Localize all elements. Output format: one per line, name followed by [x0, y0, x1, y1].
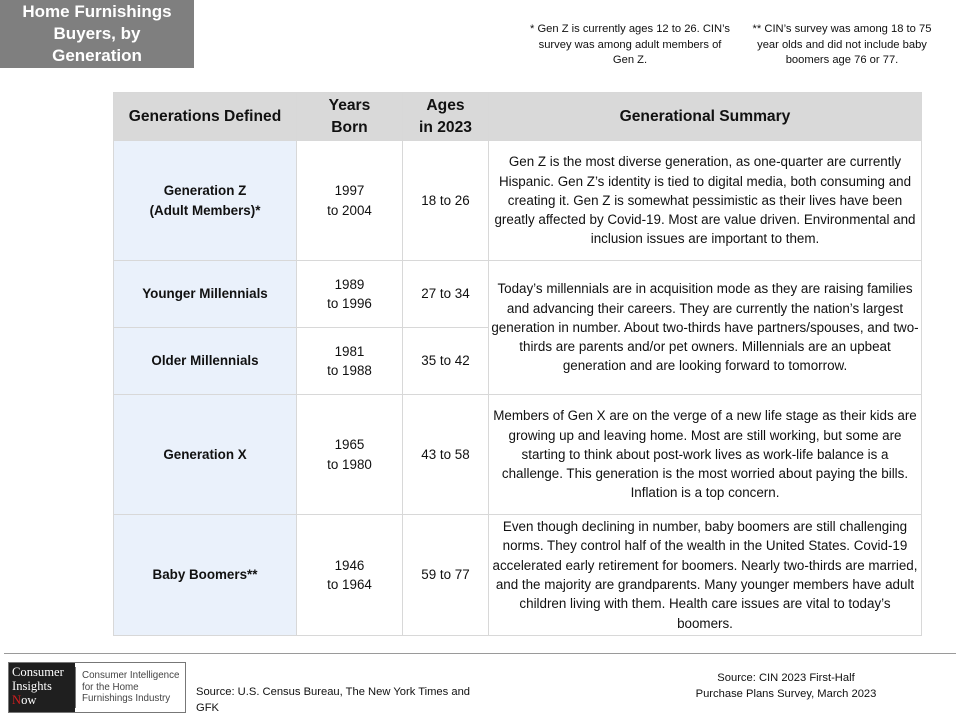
header-generations: Generations Defined: [114, 93, 297, 141]
logo-tagline: Consumer Intelligence for the Home Furnishings Industry: [75, 667, 185, 708]
generational-summary: Today’s millennials are in acquisition mode as they are raising families and advancing their careers. They are currently the nation’s largest generation in number. About two-thirds have partners/spouses, and two-thirds are parents and/or pet owners. Millennials are an upbeat generation and are looking forward to tomorrow.: [489, 261, 922, 395]
ages-2023: 18 to 26: [403, 141, 489, 261]
source-right: Source: CIN 2023 First-Half Purchase Plans Survey, March 2023: [695, 672, 877, 700]
title-line-3: Generation: [52, 46, 142, 65]
logo-wordmark: Consumer Insights Now: [9, 663, 75, 712]
header-ages: Ages in 2023: [403, 93, 489, 141]
ages-2023: 27 to 34: [403, 261, 489, 328]
generation-name: Younger Millennials: [114, 261, 297, 328]
table-row: [114, 261, 922, 328]
title-line-2: Buyers, by: [53, 24, 141, 43]
ages-2023: 59 to 77: [403, 515, 489, 636]
generation-name: Baby Boomers**: [114, 515, 297, 636]
table-row: [114, 515, 922, 636]
genz-footnote: * Gen Z is currently ages 12 to 26. CIN’s survey was among adult members of Gen Z.: [529, 23, 730, 66]
ages-2023: 35 to 42: [403, 328, 489, 395]
generational-summary: Even though declining in number, baby boomers are still challenging norms. They control half of the wealth in the United States. Covid-19 accelerated early retirement for boomers. Nearly two-thirds are married, and the majority are grandparents. Many younger members have adult children living with them. Health care issues are vital to today’s boomers.: [489, 515, 922, 636]
years-born: 1981 to 1988: [297, 328, 403, 395]
years-born: 1965 to 1980: [297, 395, 403, 515]
title-line-1: Home Furnishings: [22, 2, 172, 21]
header-summary: Generational Summary: [489, 93, 922, 141]
years-born: 1989 to 1996: [297, 261, 403, 328]
source-left: Source: U.S. Census Bureau, The New York Times and GFK: [196, 686, 471, 714]
header-years-born: Years Born: [297, 93, 403, 141]
table-header-row: [114, 93, 922, 141]
ages-2023: 43 to 58: [403, 395, 489, 515]
generations-table: [113, 92, 922, 636]
generation-name: Generation X: [114, 395, 297, 515]
generation-name: Generation Z (Adult Members)*: [114, 141, 297, 261]
footer-divider: [4, 653, 956, 654]
table-row: [114, 395, 922, 515]
generational-summary: Members of Gen X are on the verge of a new life stage as their kids are growing up and leaving home. Most are still working, but some are starting to think about post-work lives as work-life balance is a challenge. This generation is the most worried about paying the bills. Inflation is a top concern.: [489, 395, 922, 515]
years-born: 1946 to 1964: [297, 515, 403, 636]
page-title: [0, 0, 194, 68]
boomers-footnote: ** CIN’s survey was among 18 to 75 year olds and did not include baby boomers age 76 or 77.: [752, 23, 932, 66]
generational-summary: Gen Z is the most diverse generation, as one-quarter are currently Hispanic. Gen Z’s identity is tied to digital media, both consuming and creating it. Gen Z is somewhat pessimistic as their lives have been greatly affected by Covid-19. Most are value driven. Environmental and inclusion issues are important to them.: [489, 141, 922, 261]
years-born: 1997 to 2004: [297, 141, 403, 261]
table-row: [114, 141, 922, 261]
cin-logo: [8, 662, 186, 713]
generation-name: Older Millennials: [114, 328, 297, 395]
